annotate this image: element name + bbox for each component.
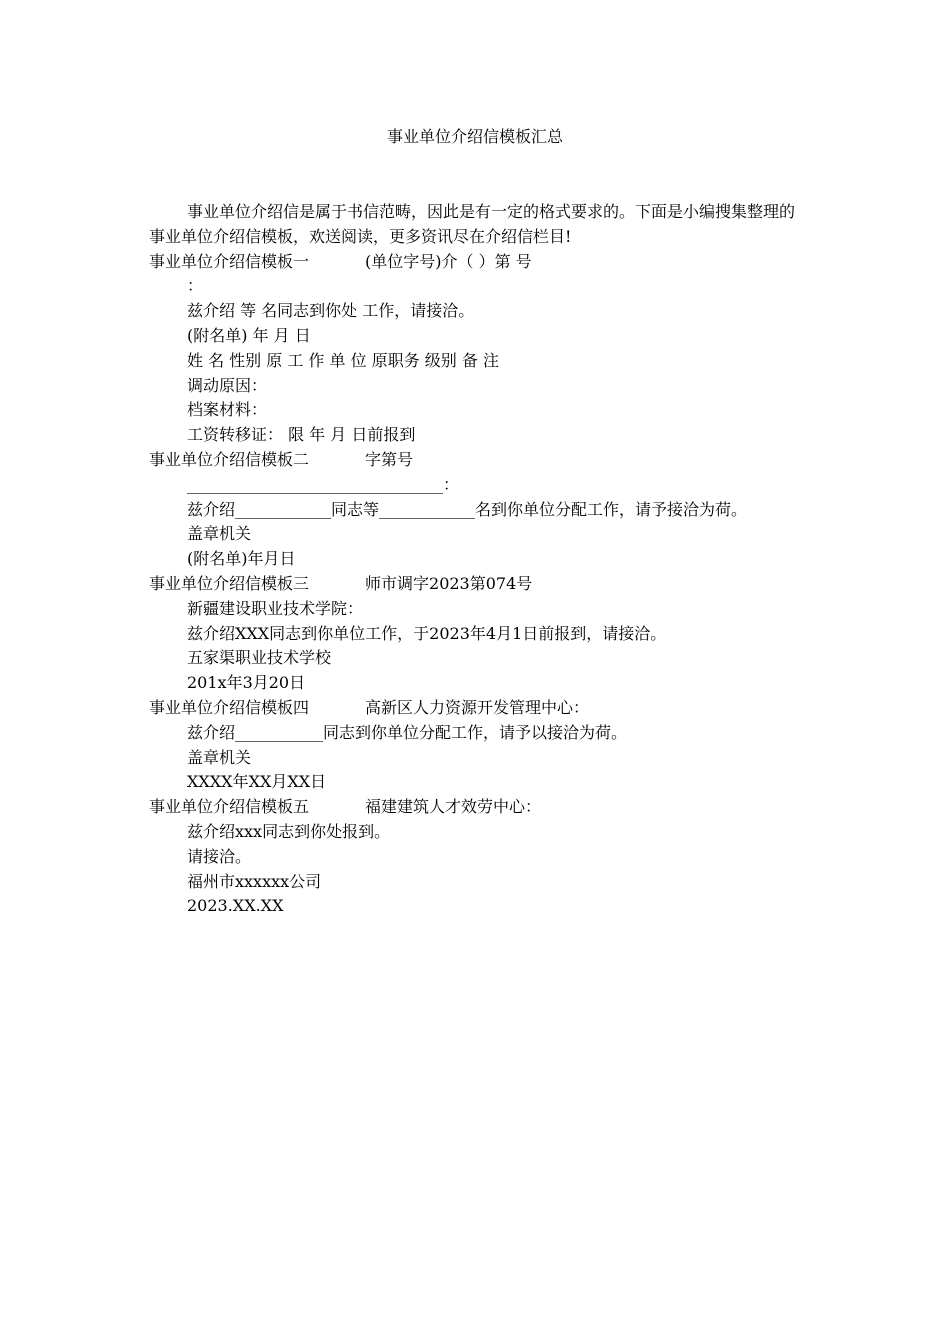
template-2-ref: 字第号: [365, 449, 414, 469]
template-4-line: XXXX年XX月XX日: [187, 772, 327, 792]
template-1-line: 姓 名 性别 原 工 作 单 位 原职务 级别 备 注: [187, 350, 499, 370]
template-1-line: 兹介绍 等 名同志到你处 工作，请接洽。: [187, 301, 475, 321]
template-5-ref: 福建建筑人才效劳中心：: [365, 797, 542, 817]
template-3-line: 201x年3月20日: [187, 673, 306, 693]
template-5-line: 兹介绍xxx同志到你处报到。: [187, 821, 391, 841]
template-2-line: (附名单)年月日: [187, 549, 296, 569]
template-5-line: 2023.XX.XX: [187, 896, 284, 916]
template-4-heading: 事业单位介绍信模板四: [149, 697, 310, 717]
intro-paragraph: 事业单位介绍信是属于书信范畴，因此是有一定的格式要求的。下面是小编搜集整理的事业单位介绍信模板，欢送阅读，更多资讯尽在介绍信栏目!: [149, 202, 796, 246]
template-5-heading: 事业单位介绍信模板五: [149, 797, 310, 817]
template-3-line: 五家渠职业技术学校: [187, 648, 332, 668]
document-title: 事业单位介绍信模板汇总: [386, 127, 563, 146]
template-5-line: 福州市xxxxxx公司: [187, 871, 322, 891]
template-1-header: [149, 250, 803, 275]
template-5-header: [149, 795, 803, 820]
template-3-line: 新疆建设职业技术学院：: [187, 598, 364, 618]
template-2-recipient-line: ________________________________：: [187, 474, 460, 494]
template-3-header: [149, 572, 803, 597]
template-1-ref: (单位字号)介（ ）第 号: [365, 251, 532, 271]
template-3-heading: 事业单位介绍信模板三: [149, 573, 310, 593]
template-1-line: 工资转移证： 限 年 月 日前报到: [187, 425, 416, 445]
template-2-header: [149, 448, 803, 473]
template-4-line: 盖章机关: [187, 747, 252, 767]
template-2-line: 盖章机关: [187, 524, 252, 544]
template-1-line: 调动原因：: [187, 375, 268, 395]
template-3-line: 兹介绍XXX同志到你单位工作，于2023年4月1日前报到，请接洽。: [187, 623, 667, 643]
template-4-line: 兹介绍___________同志到你单位分配工作，请予以接洽为荷。: [187, 722, 628, 742]
template-3-ref: 师市调字2023第074号: [365, 573, 533, 593]
template-1-line: (附名单) 年 月 日: [187, 325, 311, 345]
template-1-line: ：: [187, 276, 204, 296]
template-5-line: 请接洽。: [187, 846, 252, 866]
document-body: [149, 200, 803, 919]
template-1-line: 档案材料：: [187, 400, 268, 420]
template-4-ref: 高新区人力资源开发管理中心：: [365, 697, 590, 717]
template-4-header: [149, 696, 803, 721]
template-1-heading: 事业单位介绍信模板一: [149, 251, 310, 271]
template-2-body: 兹介绍____________同志等____________名到你单位分配工作，请予接洽为荷。: [187, 499, 748, 519]
template-2-heading: 事业单位介绍信模板二: [149, 449, 310, 469]
